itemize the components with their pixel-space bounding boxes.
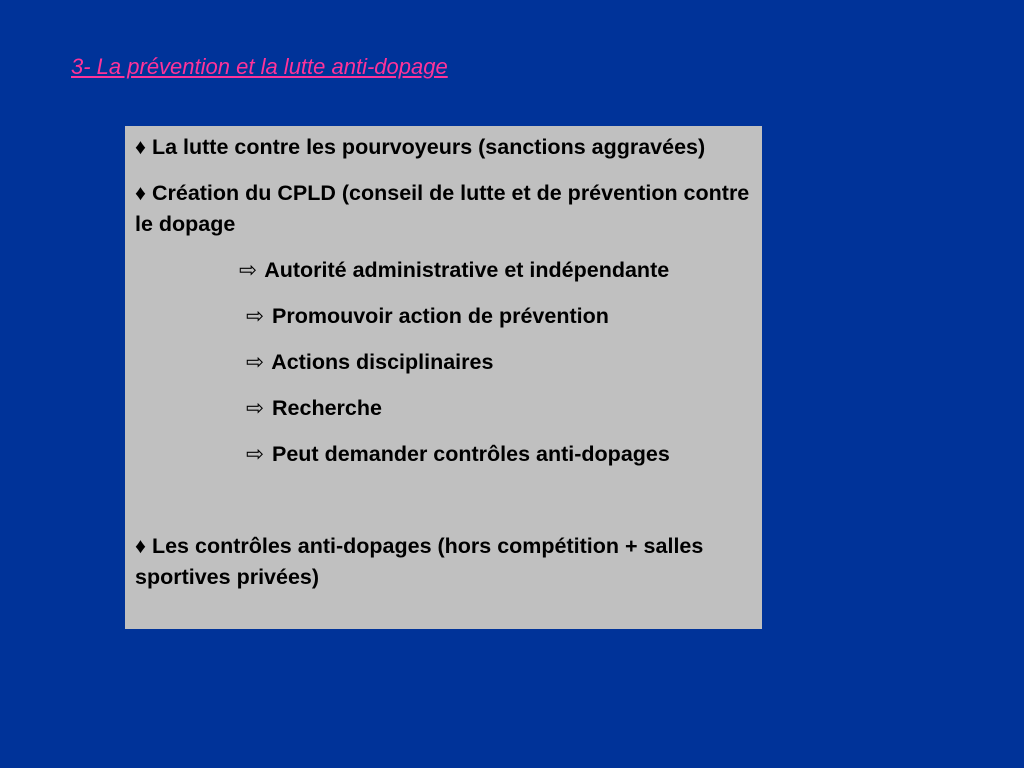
sub-item-disciplinaires	[135, 347, 754, 378]
right-arrow-icon: ⇨	[239, 258, 258, 282]
sub-item-text: Actions disciplinaires	[271, 350, 494, 374]
sub-item-autorite	[135, 255, 754, 286]
sub-item-prevention	[135, 301, 754, 332]
diamond-bullet-icon: ♦	[135, 534, 146, 558]
bullet-text: Les contrôles anti-dopages (hors compétition + salles sportives privées)	[135, 534, 704, 589]
sub-item-text: Recherche	[272, 396, 382, 420]
sub-item-controles	[135, 439, 754, 470]
right-arrow-icon: ⇨	[246, 350, 265, 374]
bullet-cpld	[135, 178, 754, 240]
diamond-bullet-icon: ♦	[135, 181, 146, 205]
sub-item-text: Promouvoir action de prévention	[272, 304, 609, 328]
sub-item-text: Peut demander contrôles anti-dopages	[272, 442, 670, 466]
right-arrow-icon: ⇨	[246, 396, 265, 420]
sub-item-text: Autorité administrative et indépendante	[264, 258, 670, 282]
slide-title: 3- La prévention et la lutte anti-dopage	[71, 54, 448, 79]
bullet-text: La lutte contre les pourvoyeurs (sanctions aggravées)	[151, 135, 706, 159]
sub-item-recherche	[135, 393, 754, 424]
bullet-pourvoyeurs	[135, 132, 754, 163]
diamond-bullet-icon: ♦	[135, 135, 146, 159]
right-arrow-icon: ⇨	[246, 304, 265, 328]
bullet-controles	[135, 531, 754, 593]
content-box	[125, 126, 762, 629]
bullet-text: Création du CPLD (conseil de lutte et de prévention contre le dopage	[135, 181, 750, 236]
right-arrow-icon: ⇨	[246, 442, 265, 466]
